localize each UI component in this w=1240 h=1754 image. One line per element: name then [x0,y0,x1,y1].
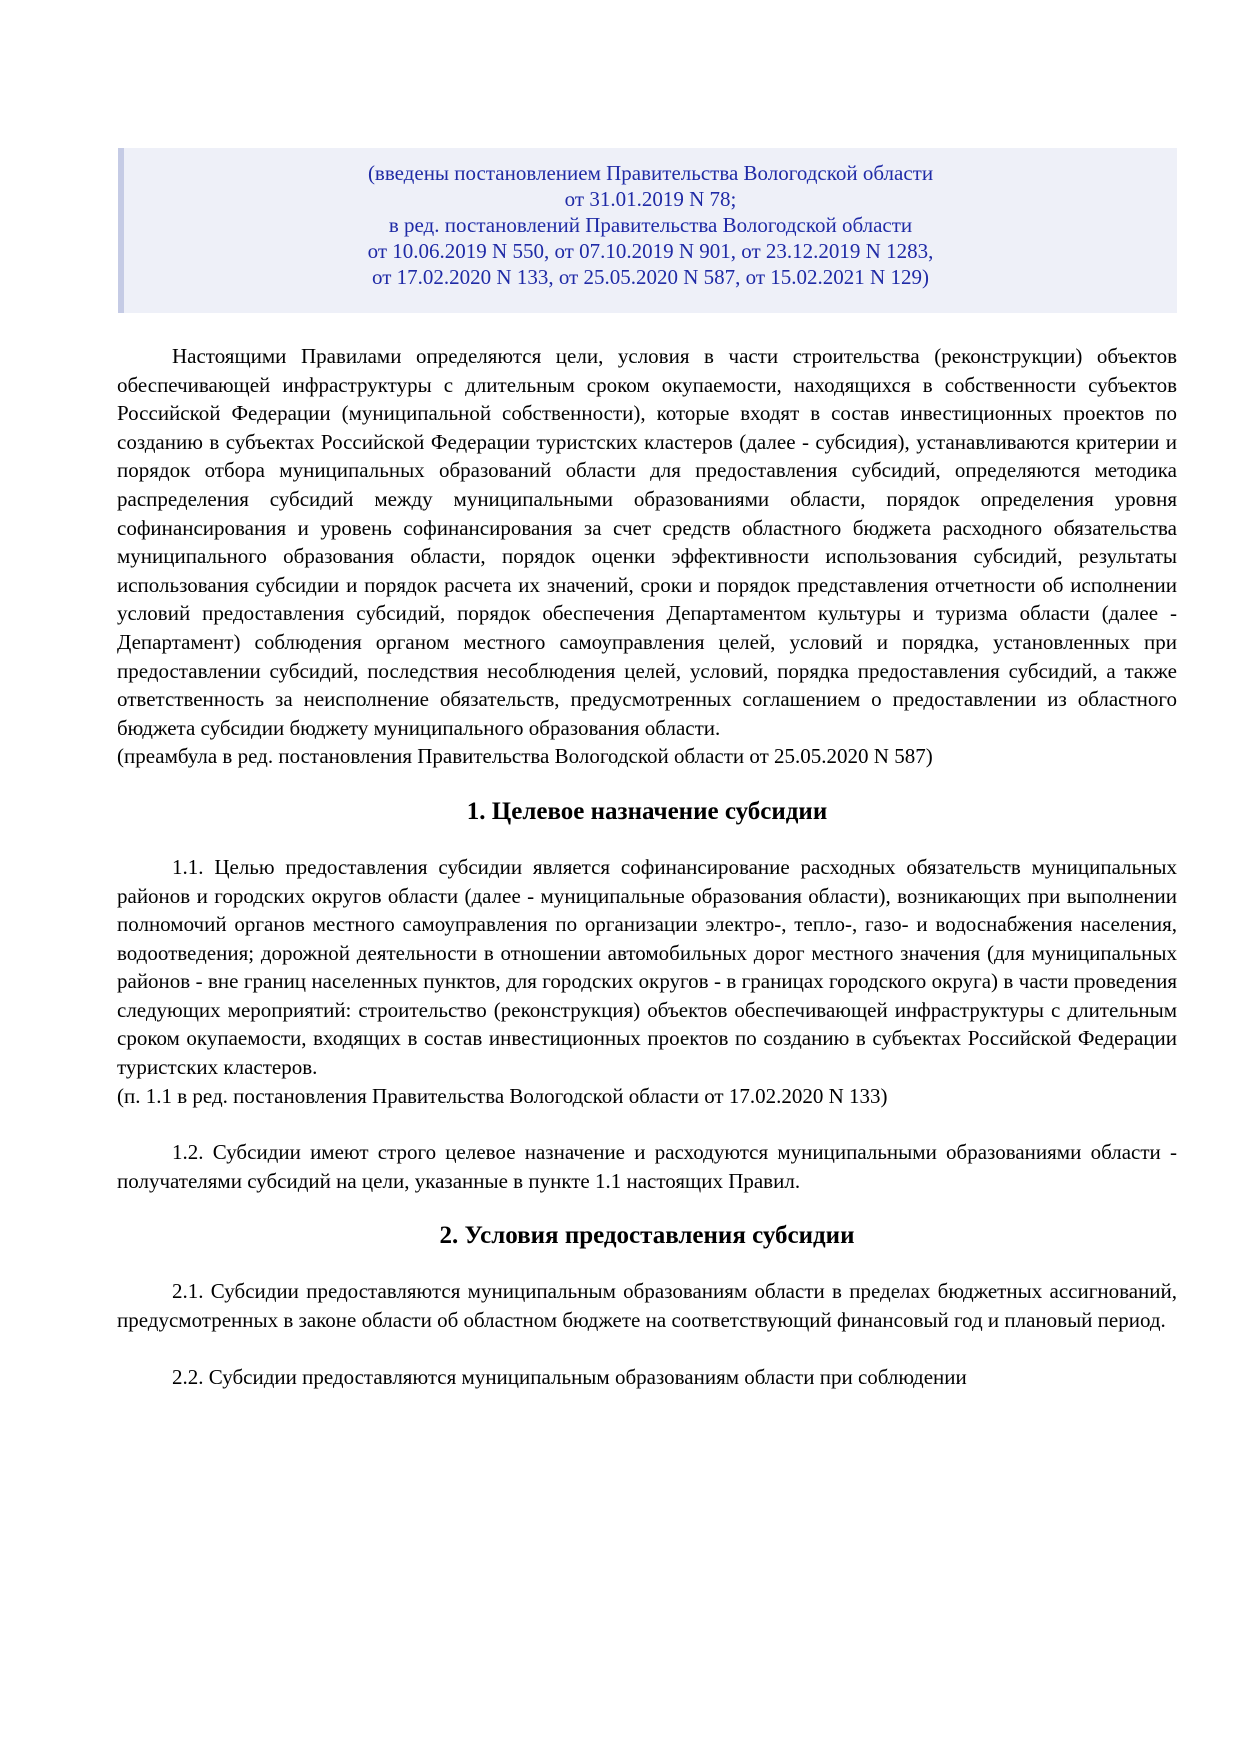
paragraph-1-1-amendment-note: (п. 1.1 в ред. постановления Правительства Вологодской области от 17.02.2020 N 133) [117,1083,888,1108]
paragraph-1-1: 1.1. Целью предоставления субсидии является софинансирование расходных обязательств муниципальных районов и городских округов области (далее - муниципальные образования области), возникающих при выполнении полномочий органов местного самоуправления по организации электро-, тепло-, газо- и водоснабжения населения, водоотведения; дорожной деятельности в отношении автомобильных дорог местного значения (для муниципальных районов - вне границ населенных пунктов, для городских округов - в границах городского округа) в части проведения следующих мероприятий: строительство (реконструкция) объектов обеспечивающей инфраструктуры с длительным сроком окупаемости, входящих в состав инвестиционных проектов по созданию в субъектах Российской Федерации туристских кластеров. [117,854,1177,1080]
amendment-line: (введены постановлением Правительства Вологодской области [367,161,934,185]
section-2-heading: 2. Условия предоставления субсидии [439,1222,855,1250]
amendment-line: от 17.02.2020 N 133, от 25.05.2020 N 587, от 15.02.2021 N 129) [372,265,929,289]
section-1-heading: 1. Целевое назначение субсидии [466,797,828,825]
preamble-paragraph: Настоящими Правилами определяются цели, условия в части строительства (реконструкции) объектов обеспечивающей инфраструктуры с длительным сроком окупаемости, находящихся в собственности субъектов Российской Федерации (муниципальной собственности), которые входят в состав инвестиционных проектов по созданию в субъектах Российской Федерации туристских кластеров (далее - субсидия), устанавливаются критерии и порядок отбора муниципальных образований области для предоставления субсидий, определяются методика распределения субсидий между муниципальными образованиями области, порядок определения уровня софинансирования и уровень софинансирования за счет средств областного бюджета расходного обязательства муниципального образования области, порядок оценки эффективности использования субсидий, результаты использования субсидии и порядок расчета их значений, сроки и порядок представления отчетности об исполнении условий предоставления субсидий, порядок обеспечения Департаментом культуры и туризма области (далее - Департамент) соблюдения органом местного самоуправления целей, условий и порядка, установленных при предоставлении субсидий, последствия несоблюдения целей, условий, порядка предоставления субсидий, а также ответственность за неисполнение обязательств, предусмотренных соглашением о предоставлении из областного бюджета субсидии бюджету муниципального образования области. [117,344,1177,740]
paragraph-2-1: 2.1. Субсидии предоставляются муниципальным образованиям области в пределах бюджетных ассигнований, предусмотренных в законе области об областном бюджете на соответствующий финансовый год и плановый период. [117,1279,1177,1333]
preamble-amendment-note: (преамбула в ред. постановления Правительства Вологодской области от 25.05.2020 N 587) [117,744,933,769]
amendment-line: от 10.06.2019 N 550, от 07.10.2019 N 901, от 23.12.2019 N 1283, [367,239,934,263]
paragraph-1-2: 1.2. Субсидии имеют строго целевое назначение и расходуются муниципальными образованиями области - получателями субсидий на цели, указанные в пункте 1.1 настоящих Правил. [117,1140,1177,1193]
amendment-line: от 31.01.2019 N 78; [564,187,737,211]
amendments-box [118,148,1177,313]
amendment-line: в ред. постановлений Правительства Вологодской области [388,213,913,237]
document-body [117,342,1177,1391]
paragraph-2-2: 2.2. Субсидии предоставляются муниципальным образованиям области при соблюдении [172,1364,967,1389]
